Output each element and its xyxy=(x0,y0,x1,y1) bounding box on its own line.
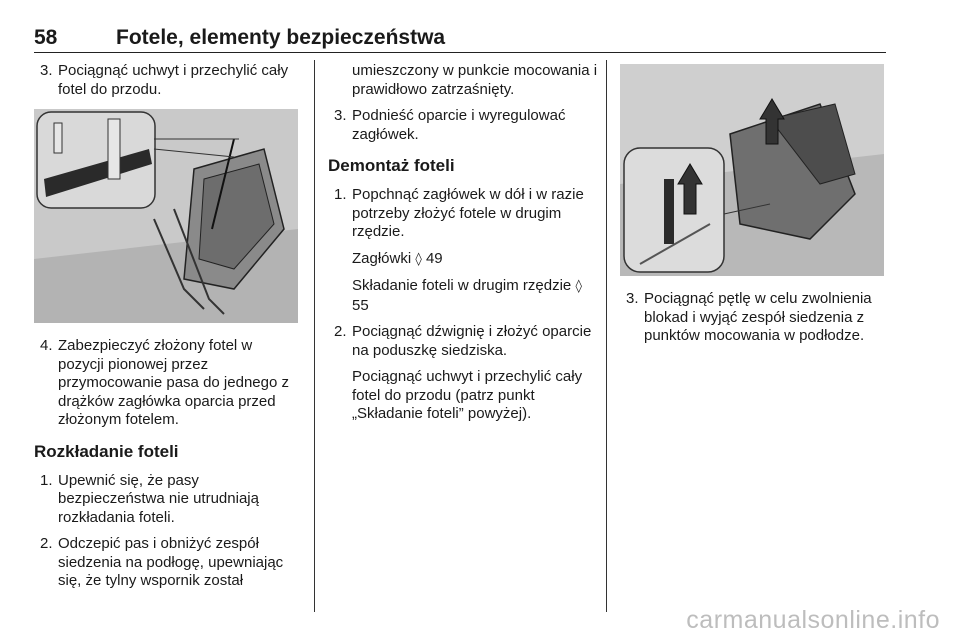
list-item xyxy=(328,186,600,242)
reference-arrow-icon: ◊ xyxy=(575,279,582,294)
list-item xyxy=(328,323,600,360)
step-text: Pociągnąć uchwyt i przechylić cały fotel do przodu. xyxy=(58,62,289,98)
step-number: 4. xyxy=(40,337,53,354)
step-text: Pociągnąć dźwignię i złożyć oparcie na poduszkę siedziska. xyxy=(352,323,592,359)
page-number: 58 xyxy=(34,26,58,49)
reference-label: Składanie foteli w drugim rzędzie xyxy=(352,277,572,294)
step-text: Zabezpieczyć złożony fotel w pozycji pionowej przez przymocowanie pasa do jednego z drążków zagłówka oparcia przed złożonym fotelem. xyxy=(58,337,289,428)
seat-fold-strap-drawing xyxy=(34,109,298,323)
column-1 xyxy=(34,62,302,599)
watermark: carmanualsonline.info xyxy=(686,606,940,634)
step-number: 1. xyxy=(334,186,347,203)
step-number: 3. xyxy=(626,290,639,307)
seat-removal-illustration xyxy=(620,64,884,276)
step-text: Podnieść oparcie i wyregulować zagłówek. xyxy=(352,107,566,143)
list-item xyxy=(34,62,302,99)
reference-page[interactable]: 49 xyxy=(425,249,443,267)
continued-text: umieszczony w punkcie mocowania i prawidłowo zatrzaśnięty. xyxy=(352,62,598,98)
list-item xyxy=(620,290,890,346)
column-divider xyxy=(314,60,315,612)
step-number: 2. xyxy=(334,323,347,340)
reference-page[interactable]: 55 xyxy=(352,296,369,314)
step-text: Upewnić się, że pasy bezpieczeństwa nie utrudniają rozkładania foteli. xyxy=(58,471,259,526)
page-header xyxy=(34,24,886,53)
step-text: Odczepić pas i obniżyć zespół siedzenia na podłogę, upewniając się, że tylny wspornik został xyxy=(58,535,284,589)
section-heading: Demontaż foteli xyxy=(328,156,455,175)
seat-removal-drawing xyxy=(620,64,884,276)
step-number: 3. xyxy=(334,107,347,124)
page-title: Fotele, elementy bezpieczeństwa xyxy=(116,26,446,49)
step-text: Pociągnąć pętlę w celu zwolnienia blokad i wyjąć zespół siedzenia z punktów mocowania w podłodze. xyxy=(644,290,872,344)
cross-reference xyxy=(328,277,600,315)
step-number: 2. xyxy=(40,535,53,552)
list-item xyxy=(34,472,302,528)
section-heading: Rozkładanie foteli xyxy=(34,441,179,461)
step-note: Pociągnąć uchwyt i przechylić cały fotel do przodu (patrz punkt „Składanie foteli” powyżej). xyxy=(352,368,583,422)
reference-arrow-icon: ◊ xyxy=(415,251,422,267)
step-text: Popchnąć zagłówek w dół i w razie potrzeby złożyć fotele w drugim rzędzie. xyxy=(352,186,584,240)
list-item xyxy=(34,337,302,430)
step-number: 1. xyxy=(40,471,53,489)
list-item xyxy=(328,107,600,144)
step-number: 3. xyxy=(40,62,53,79)
list-item xyxy=(34,535,302,591)
column-3 xyxy=(620,62,890,354)
seat-fold-strap-illustration xyxy=(34,109,298,323)
column-divider xyxy=(606,60,607,612)
column-2 xyxy=(328,62,600,432)
cross-reference xyxy=(328,250,600,270)
reference-label: Zagłówki xyxy=(352,249,412,267)
